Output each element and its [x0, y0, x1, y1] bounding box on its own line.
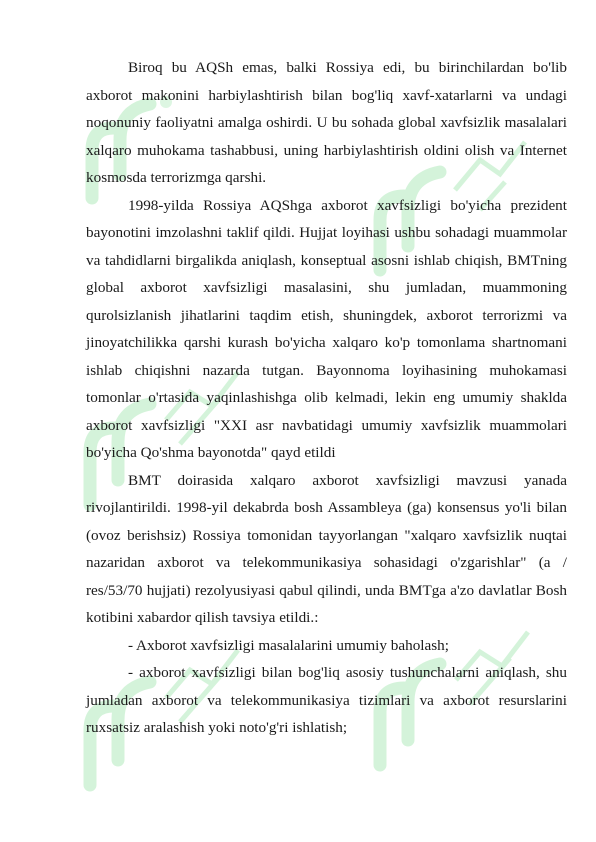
- paragraph-1: Biroq bu AQSh emas, balki Rossiya edi, bu birinchilardan bo'lib axborot makonini harbiylashtirish bilan bog'liq xavf-xatarlarni va undagi noqonuniy faoliyatni amalga oshirdi. U bu sohada global xavfsizlik masalalari xalqaro muhokama tashabbusi, uning harbiylashtirish oldini olish va Internet kosmosda terrorizmga qarshi.: [86, 59, 567, 186]
- list-item-1: - Axborot xavfsizligi masalalarini umumiy baholash;: [128, 636, 449, 654]
- list-item-2: - axborot xavfsizligi bilan bog'liq asosiy tushunchalarni aniqlash, shu jumladan axborot va telekommunikasiya tizimlari va axborot resurslarini ruxsatsiz aralashish yoki noto'g'ri ishlatish;: [86, 664, 567, 736]
- document-page: [86, 54, 567, 742]
- paragraph-3: BMT doirasida xalqaro axborot xavfsizligi mavzusi yanada rivojlantirildi. 1998-yil dekabrda bosh Assambleya (ga) konsensus yo'li bilan (ovoz berishsiz) Rossiya tomonidan tayyorlangan "xalqaro xavfsizlik nuqtai nazaridan axborot va telekommunikasiya sohasidagi o'zgarishlar" (a / res/53/70 hujjati) rezolyusiyasi qabul qilindi, unda BMTga a'zo davlatlar Bosh kotibini xabardor qilish tavsiya etildi.:: [86, 471, 567, 626]
- paragraph-2: 1998-yilda Rossiya AQShga axborot xavfsizligi bo'yicha prezident bayonotini imzolashni taklif qildi. Hujjat loyihasi ushbu sohadagi muammolar va tahdidlarni birgalikda aniqlash, konseptual asosni ishlab chiqish, BMTning global axborot xavfsizligi masalasini, shu jumladan, muammoning qurolsizlanish jihatlarini taqdim etish, shuningdek, axborot terrorizmi va jinoyatchilikka qarshi kurash bo'yicha xalqaro ko'p tomonlama shartnomani ishlab chiqishni nazarda tutgan. Bayonnoma loyihasining muhokamasi tomonlar o'rtasida yaqinlashishga olib kelmadi, lekin eng umumiy shaklda axborot xavfsizligi "XXI asr navbatidagi umumiy xavfsizlik muammolari bo'yicha Qo'shma bayonotda" qayd etildi: [86, 196, 567, 461]
